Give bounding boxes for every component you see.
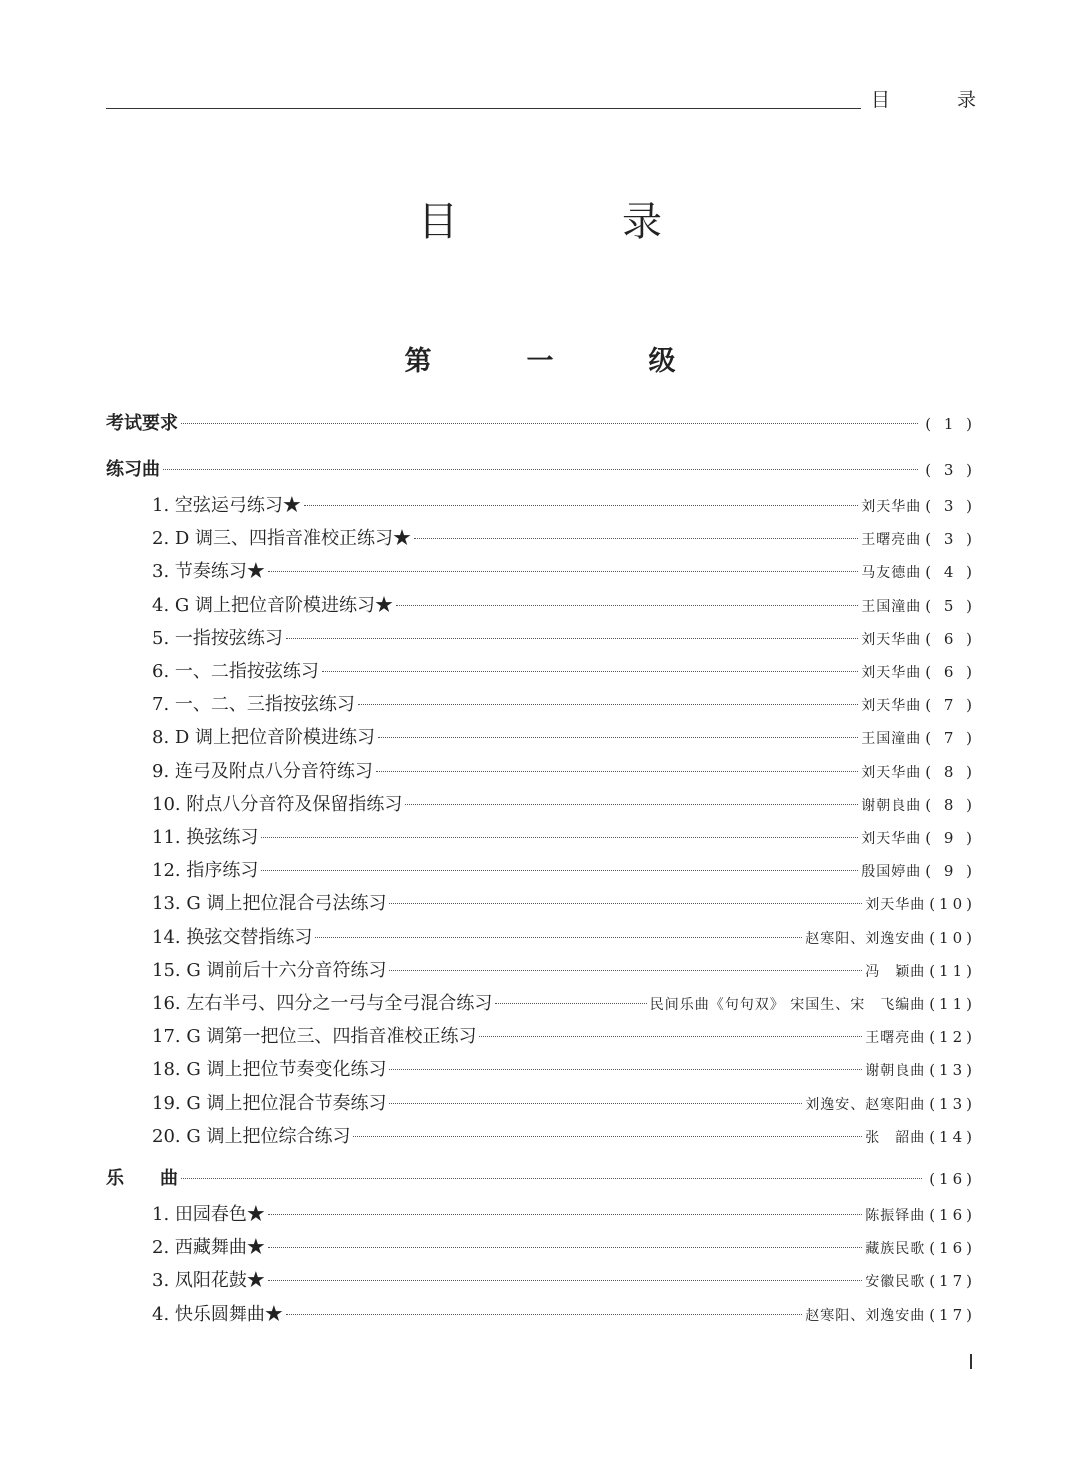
- toc-section-title: 考试要求: [106, 413, 178, 434]
- toc-entry-composer: 刘天华曲: [865, 897, 926, 914]
- toc-entry-title: 12. 指序练习: [152, 860, 259, 882]
- dot-leader: [163, 469, 918, 470]
- toc-section-etudes[interactable]: [106, 456, 976, 484]
- toc-page-number: (10): [929, 895, 976, 914]
- toc-entry-composer: 陈振铎曲: [865, 1208, 926, 1224]
- dot-leader: [376, 771, 858, 772]
- toc-entry-title: 1. 空弦运弓练习★: [152, 495, 301, 516]
- toc-entry-composer: 王国潼曲: [861, 731, 922, 748]
- toc-entry-title: 3. 凤阳花鼓★: [152, 1270, 265, 1292]
- toc-page-number: ( 5 ): [925, 596, 976, 615]
- toc-entry[interactable]: [152, 1090, 976, 1118]
- dot-leader: [396, 605, 858, 606]
- toc-entry[interactable]: [152, 824, 976, 852]
- toc-entry[interactable]: [152, 857, 976, 885]
- toc-entry-composer: 刘天华曲: [861, 631, 922, 648]
- toc-entry-title: 15. G 调前后十六分音符练习: [152, 959, 387, 981]
- dot-leader: [268, 1214, 862, 1215]
- toc-entry[interactable]: [152, 492, 976, 520]
- dot-leader: [479, 1036, 862, 1037]
- toc-entry[interactable]: [152, 758, 976, 786]
- toc-page-number: (13): [929, 1094, 976, 1113]
- dot-leader: [495, 1003, 646, 1004]
- running-title: 目 录: [870, 89, 1000, 111]
- toc-entry-composer: 民间乐曲《句句双》 宋国生、宋 飞编曲: [649, 997, 926, 1013]
- toc-page-number: ( 8 ): [925, 762, 976, 781]
- dot-leader: [405, 804, 858, 805]
- dot-leader: [181, 1178, 922, 1179]
- toc-entry-composer: 藏族民歌: [865, 1241, 926, 1258]
- toc-page-number: ( 1 ): [925, 415, 976, 433]
- toc-section-title: 练习曲: [106, 459, 160, 480]
- dot-leader: [286, 1314, 802, 1315]
- toc-page-number: ( 7 ): [925, 729, 976, 748]
- header-rule: [106, 108, 861, 109]
- toc-page-number: (11): [929, 961, 976, 980]
- toc-entry-composer: 赵寒阳、刘逸安曲: [805, 930, 926, 947]
- toc-entry-title: 2. D 调三、四指音准校正练习★: [152, 528, 412, 550]
- dot-leader: [358, 704, 858, 705]
- dot-leader: [389, 1069, 862, 1070]
- toc-entry[interactable]: [152, 1123, 976, 1151]
- toc-section-exam-requirements[interactable]: [106, 410, 976, 438]
- toc-page-number: (17): [929, 1272, 976, 1291]
- toc-entry-composer: 王曙亮曲: [865, 1030, 926, 1047]
- toc-page-number: ( 3 ): [925, 461, 976, 479]
- toc-section-title: 乐 曲: [106, 1168, 178, 1189]
- toc-entry-composer: 冯 颖曲: [865, 963, 926, 980]
- toc-entry-composer: 马友德曲: [861, 565, 922, 582]
- dot-leader: [322, 671, 858, 672]
- toc-entry[interactable]: [152, 924, 976, 952]
- toc-section-pieces[interactable]: [106, 1165, 976, 1193]
- toc-entry-title: 11. 换弦练习: [152, 827, 259, 848]
- toc-entry-title: 1. 田园春色★: [152, 1204, 265, 1225]
- dot-leader: [268, 571, 858, 572]
- dot-leader: [315, 937, 802, 938]
- toc-entry-title: 4. 快乐圆舞曲★: [152, 1303, 283, 1325]
- toc-entry-title: 3. 节奏练习★: [152, 561, 265, 583]
- running-header: [106, 88, 1000, 112]
- toc-page-number: (17): [929, 1305, 976, 1324]
- toc-page-number: ( 6 ): [925, 629, 976, 648]
- toc-entry-composer: 刘逸安、赵寒阳曲: [805, 1096, 926, 1113]
- dot-leader: [261, 870, 858, 871]
- dot-leader: [181, 423, 918, 424]
- toc-entry[interactable]: [152, 1267, 976, 1295]
- dot-leader: [389, 970, 862, 971]
- toc-entry[interactable]: [152, 658, 976, 686]
- dot-leader: [378, 737, 858, 738]
- toc-entry-title: 7. 一、二、三指按弦练习: [152, 694, 355, 716]
- toc-entry-composer: 刘天华曲: [861, 764, 922, 781]
- toc-page-number: ( 3 ): [925, 530, 976, 549]
- toc-page-number: (11): [929, 995, 976, 1013]
- toc-entry[interactable]: [152, 558, 976, 586]
- toc-entry-composer: 刘天华曲: [861, 499, 922, 515]
- toc-entry-composer: 刘天华曲: [861, 698, 922, 715]
- toc-entry[interactable]: [152, 525, 976, 553]
- toc-entry-title: 17. G 调第一把位三、四指音准校正练习: [152, 1026, 477, 1048]
- toc-entry-composer: 谢朝良曲: [861, 797, 922, 814]
- toc-entry[interactable]: [152, 1056, 976, 1084]
- toc-entry[interactable]: [152, 791, 976, 819]
- toc-entry-composer: 刘天华曲: [861, 831, 922, 847]
- toc-entry-composer: 赵寒阳、刘逸安曲: [805, 1307, 926, 1324]
- toc-page-number: (13): [929, 1061, 976, 1080]
- dot-leader: [353, 1136, 862, 1137]
- dot-leader: [389, 1103, 802, 1104]
- level-title: 第 一 级: [404, 346, 710, 377]
- toc-entry-title: 19. G 调上把位混合节奏练习: [152, 1092, 387, 1114]
- toc-page-number: ( 8 ): [925, 795, 976, 814]
- toc-entry[interactable]: [152, 957, 976, 985]
- toc-entry-title: 16. 左右半弓、四分之一弓与全弓混合练习: [152, 993, 493, 1014]
- toc-entry[interactable]: [152, 1201, 976, 1229]
- toc-page-number: (14): [929, 1127, 976, 1146]
- dot-leader: [286, 638, 858, 639]
- toc-page-number: (16): [929, 1239, 976, 1258]
- toc-entry-title: 10. 附点八分音符及保留指练习: [152, 793, 403, 815]
- folio-mark: [970, 1354, 972, 1369]
- toc-entry-title: 8. D 调上把位音阶模进练习: [152, 727, 376, 749]
- toc-entry[interactable]: [152, 1234, 976, 1262]
- dot-leader: [261, 837, 858, 838]
- toc-page-number: ( 7 ): [925, 696, 976, 715]
- toc-entry-composer: 殷国婷曲: [861, 864, 922, 881]
- toc-entry-composer: 安徽民歌: [865, 1274, 926, 1291]
- page-title: 目 录: [418, 199, 724, 245]
- dot-leader: [304, 505, 858, 506]
- toc-entry-composer: 王曙亮曲: [861, 532, 922, 549]
- toc-page-number: (16): [929, 1206, 976, 1224]
- toc-entry[interactable]: [152, 1301, 976, 1329]
- toc-entry[interactable]: [152, 691, 976, 719]
- toc-entry-title: 14. 换弦交替指练习: [152, 926, 313, 948]
- toc-entry[interactable]: [152, 724, 976, 752]
- toc-page-number: (16): [929, 1170, 976, 1188]
- toc-entry[interactable]: [152, 890, 976, 918]
- toc-entry-title: 6. 一、二指按弦练习: [152, 661, 319, 682]
- toc-entry[interactable]: [152, 625, 976, 653]
- dot-leader: [268, 1247, 862, 1248]
- toc-page-number: (12): [929, 1028, 976, 1047]
- toc-page-number: (10): [929, 928, 976, 947]
- toc-entry-title: 2. 西藏舞曲★: [152, 1237, 265, 1259]
- toc-entry-composer: 谢朝良曲: [865, 1063, 926, 1080]
- toc-page-number: ( 9 ): [925, 829, 976, 847]
- toc-entry-title: 13. G 调上把位混合弓法练习: [152, 893, 387, 915]
- toc-page-number: ( 9 ): [925, 862, 976, 881]
- toc-entry[interactable]: [152, 990, 976, 1018]
- toc-page-number: ( 6 ): [925, 663, 976, 681]
- dot-leader: [268, 1280, 862, 1281]
- toc-entry-title: 5. 一指按弦练习: [152, 627, 283, 649]
- toc-entry-title: 4. G 调上把位音阶模进练习★: [152, 594, 393, 616]
- toc-entry[interactable]: [152, 1023, 976, 1051]
- toc-entry-composer: 刘天华曲: [861, 665, 922, 681]
- toc-entry-composer: 王国潼曲: [861, 598, 922, 615]
- toc-page-number: ( 4 ): [925, 563, 976, 582]
- toc-entry-title: 18. G 调上把位节奏变化练习: [152, 1059, 387, 1081]
- toc-entry-composer: 张 韶曲: [865, 1129, 926, 1146]
- dot-leader: [389, 903, 862, 904]
- dot-leader: [414, 538, 858, 539]
- toc-entry-title: 20. G 调上把位综合练习: [152, 1125, 351, 1147]
- toc-entry[interactable]: [152, 592, 976, 620]
- toc-page-number: ( 3 ): [925, 497, 976, 515]
- toc-entry-title: 9. 连弓及附点八分音符练习: [152, 760, 373, 782]
